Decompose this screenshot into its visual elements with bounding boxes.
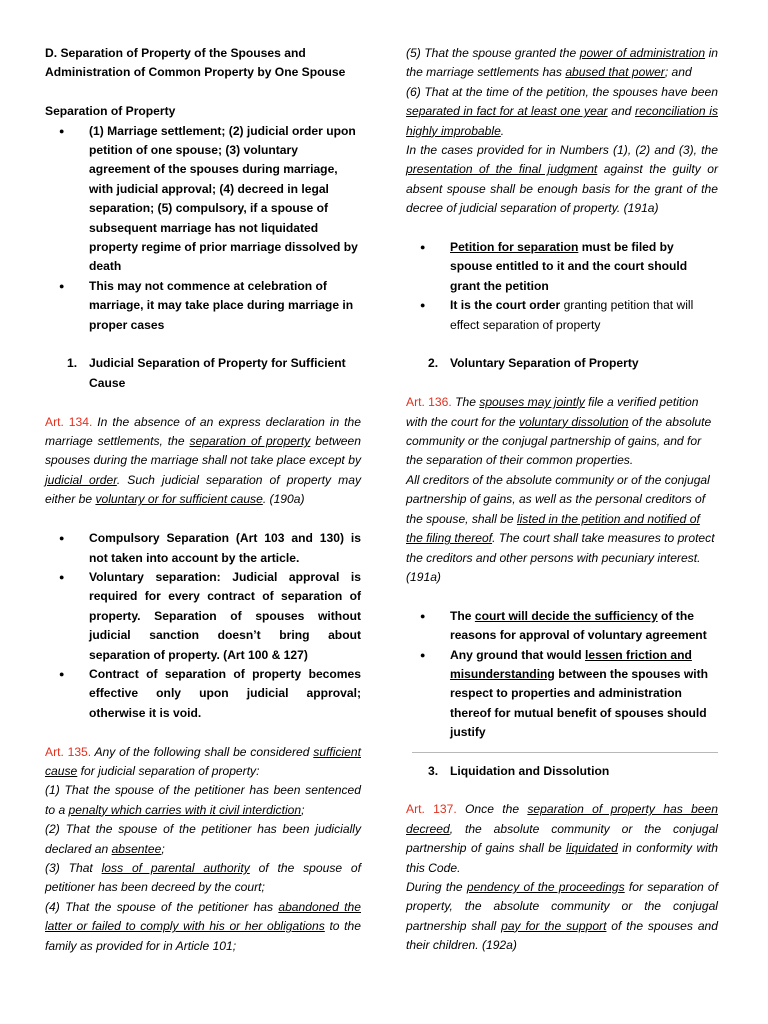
article-137: Art. 137. Once the separation of property has been decreed, the absolute community or the conjugal partnership of gains shall be liquidated in conformity with this Code. During the pendency of the proceedings for separation of property, the absolute community or the conjugal partnership shall pay for the support of the spouses and their children. (192a) xyxy=(406,802,718,953)
list-item: ● Voluntary separation: Judicial approval is required for every contract of separation of property. Separation of spouses without judicial sanction doesn’t bring about separation of property. (Art 100 & 127) xyxy=(45,568,361,665)
list-item: ● (1) Marriage settlement; (2) judicial order upon petition of one spouse; (3) voluntary agreement of the spouses during marriage, with judicial approval; (4) decreed in legal separation; (5) compulsory, if a spouse of subsequent marriage has not liquidated property regime of prior marriage dissolved by death xyxy=(45,122,361,277)
subheading: Separation of Property xyxy=(45,104,176,119)
list-item: ● The court will decide the sufficiency of the reasons for approval of voluntary agreement xyxy=(406,607,718,646)
left-column xyxy=(45,44,361,956)
article-136: Art. 136. The spouses may jointly file a verified petition with the court for the voluntary dissolution of the absolute community or the conjugal partnership of gains, and for the separation of their common properties. All creditors of the absolute community or of the conjugal partnership of gains, as well as the personal creditors of the spouse, shall be listed in the petition and notified of the filing thereof. The court shall take measures to protect the creditors and other persons with pecuniary interest. (191a) xyxy=(406,395,715,584)
article-number: Art. 137. xyxy=(406,802,457,817)
section-number: 2. xyxy=(428,356,439,371)
section-title-3 xyxy=(406,762,718,781)
article-135: Art. 135. Any of the following shall be considered sufficient cause for judicial separation of property: (1) That the spouse of the petitioner has been sentenced to a penalty which carries with it civil interdiction; (2) That the spouse of the petitioner has been judicially declared an absentee; (3) That loss of parental authority of the spouse of petitioner has been decreed by the court; (4) That the spouse of the petitioner has abandoned the latter or failed to comply with his or her obligations to the family as provided for in Article 101; xyxy=(45,744,362,953)
bullet-list xyxy=(45,122,361,335)
section-number: 3. xyxy=(428,763,439,778)
right-column xyxy=(406,44,718,956)
section-title: Voluntary Separation of Property xyxy=(450,356,639,371)
bullet-list xyxy=(406,238,718,335)
list-item: ● It is the court order granting petition that will effect separation of property xyxy=(406,296,718,335)
section-number: 1. xyxy=(67,356,78,371)
list-item: ● This may not commence at celebration of marriage, it may take place during marriage in proper cases xyxy=(45,277,361,335)
bullet-list xyxy=(45,529,361,723)
list-item: ● Compulsory Separation (Art 103 and 130) is not taken into account by the article. xyxy=(45,529,361,568)
article-number: Art. 134. xyxy=(45,414,93,429)
article-134: Art. 134. In the absence of an express declaration in the marriage settlements, the separation of property between spouses during the marriage shall not take place except by judicial order. Such judicial separation of property may either be voluntary or for sufficient cause. (190a) xyxy=(45,414,361,507)
section-title: Judicial Separation of Property for Sufficient Cause xyxy=(89,356,346,390)
list-item: ● Contract of separation of property becomes effective only upon judicial approval; otherwise it is void. xyxy=(45,665,361,723)
article-number: Art. 135. xyxy=(45,744,92,759)
section-heading: D. Separation of Property of the Spouses and Administration of Common Property by One Spouse xyxy=(45,46,346,80)
list-item: ● Petition for separation must be filed by spouse entitled to it and the court should grant the petition xyxy=(406,238,718,296)
section-title: Liquidation and Dissolution xyxy=(450,763,610,778)
list-item: ● Any ground that would lessen friction and misunderstanding between the spouses with respect to properties and administration thereof for mutual benefit of spouses should justify xyxy=(406,646,718,743)
section-title-2 xyxy=(406,354,718,373)
bullet-list xyxy=(406,607,718,743)
section-title-1 xyxy=(45,354,361,393)
article-number: Art. 136. xyxy=(406,395,452,410)
article-135-continued: (5) That the spouse granted the power of administration in the marriage settlements has abused that power; and (6) That at the time of the petition, the spouses have been separated in fact for at least one year and reconciliation is highly improbable. In the cases provided for in Numbers (1), (2) and (3), the presentation of the final judgment against the guilty or absent spouse shall be enough basis for the grant of the decree of judicial separation of property. (191a) xyxy=(406,46,718,216)
divider xyxy=(412,752,718,753)
